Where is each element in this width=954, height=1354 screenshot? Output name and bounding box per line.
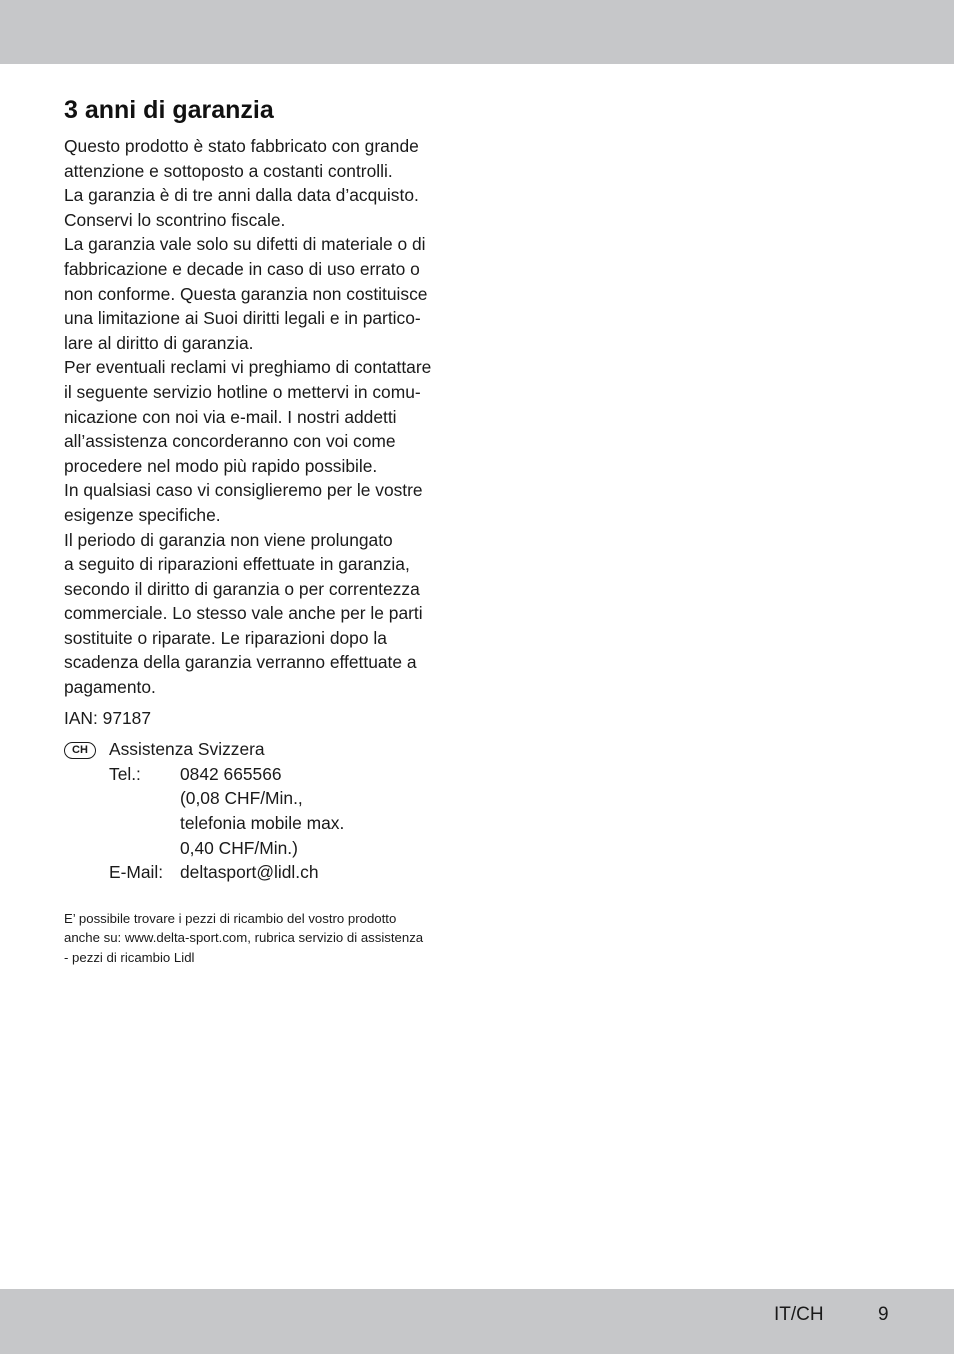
note-line: anche su: www.delta-sport.com, rubrica servizio di assistenza — [64, 930, 424, 946]
text-line: esigenze specifiche. — [64, 504, 221, 525]
note-line: - pezzi di ricambio Lidl — [64, 949, 195, 965]
footer-language: IT/CH — [774, 1304, 824, 1325]
tel-label-text: Tel.: — [109, 763, 141, 784]
service-contact — [64, 737, 448, 887]
text-line: nicazione con noi via e-mail. I nostri addetti — [64, 406, 397, 427]
email-row — [109, 860, 319, 885]
tel-number: 0842 665566 — [180, 763, 282, 784]
text-line: In qualsiasi caso vi consiglieremo per le vostre — [64, 480, 423, 501]
text-line: pagamento. — [64, 677, 156, 698]
text-line: Conservi lo scontrino fiscale. — [64, 209, 286, 230]
page-number: 9 — [878, 1304, 889, 1325]
tel-mobile-rate: 0,40 CHF/Min.) — [180, 837, 298, 858]
text-line: lare al diritto di garanzia. — [64, 332, 254, 353]
page-title: 3 anni di garanzia — [64, 96, 274, 124]
text-line: attenzione e sottoposto a costanti controlli. — [64, 160, 393, 181]
email-label: E-Mail: — [109, 862, 164, 883]
text-line: a seguito di riparazioni effettuate in garanzia, — [64, 554, 410, 575]
text-line: secondo il diritto di garanzia o per correntezza — [64, 578, 420, 599]
text-line: scadenza della garanzia verranno effettuate a — [64, 652, 417, 673]
text-line: fabbricazione e decade in caso di uso errato o — [64, 258, 420, 279]
text-line: all’assistenza concorderanno con voi come — [64, 431, 396, 452]
ch-country-icon: CH — [64, 742, 96, 759]
text-line: Per eventuali reclami vi preghiamo di contattare — [64, 357, 432, 378]
tel-details — [180, 762, 344, 860]
tel-label — [109, 762, 180, 787]
email-address: deltasport@lidl.ch — [180, 862, 319, 883]
text-line: una limitazione ai Suoi diritti legali e in partico- — [64, 308, 421, 329]
text-line: non conforme. Questa garanzia non costituisce — [64, 283, 428, 304]
text-line: commerciale. Lo stesso vale anche per le parti — [64, 603, 423, 624]
text-line: procedere nel modo più rapido possibile. — [64, 455, 378, 476]
warranty-text — [64, 134, 448, 700]
note-line: E’ possibile trovare i pezzi di ricambio del vostro prodotto — [64, 911, 397, 927]
warranty-column — [64, 94, 448, 967]
text-line: La garanzia vale solo su difetti di materiale o di — [64, 234, 426, 255]
header-band — [0, 0, 954, 64]
text-line: sostituite o riparate. Le riparazioni dopo la — [64, 627, 387, 648]
spare-parts-note — [64, 909, 448, 967]
text-line: il seguente servizio hotline o mettervi in comu- — [64, 381, 421, 402]
tel-rate: (0,08 CHF/Min., — [180, 788, 303, 809]
tel-mobile: telefonia mobile max. — [180, 813, 345, 834]
text-line: La garanzia è di tre anni dalla data d’acquisto. — [64, 185, 419, 206]
ian-number: IAN: 97187 — [64, 707, 152, 728]
service-title: Assistenza Svizzera — [109, 739, 265, 760]
text-line: Il periodo di garanzia non viene prolungato — [64, 529, 393, 550]
text-line: Questo prodotto è stato fabbricato con grande — [64, 136, 419, 156]
